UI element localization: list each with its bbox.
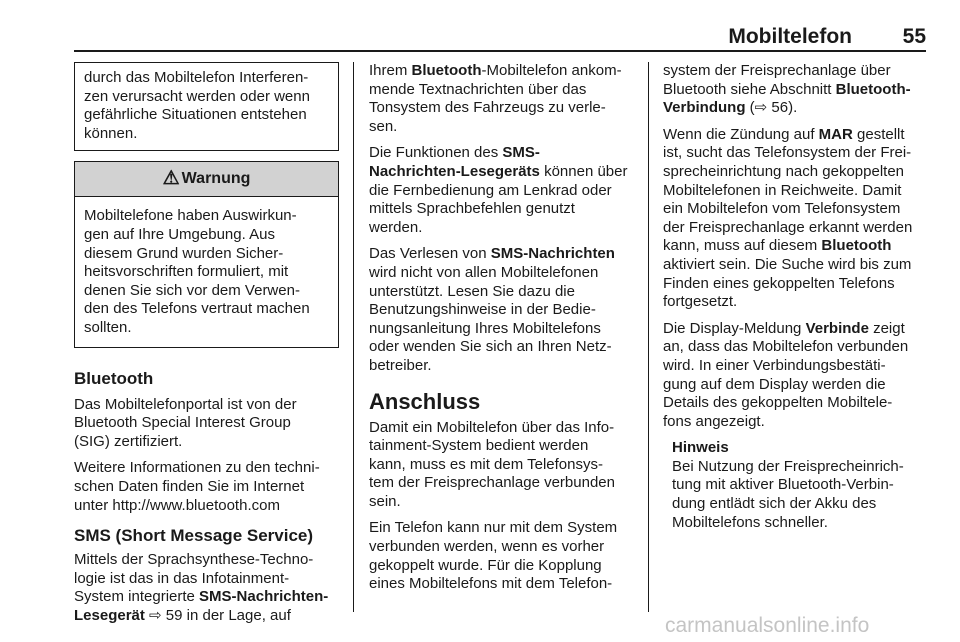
page-header-title: Mobiltelefon — [728, 25, 852, 48]
paragraph — [74, 551, 339, 625]
paragraph — [369, 62, 634, 136]
note-heading: Hinweis — [672, 439, 729, 457]
text-run: Ihrem — [369, 62, 412, 79]
column-divider-2 — [648, 62, 649, 612]
paragraph — [369, 144, 634, 237]
text-run: Das Verlesen von — [369, 245, 491, 263]
text-run: wird nicht von allen Mobiltelefonen unterstützt. Lesen Sie dazu die Benutzungshinweise in der Bedie- nungsanleitung Ihres Mobiltelefons oder wenden Sie sich an Ihren Netz- betreiber. — [369, 263, 612, 374]
text-run: -Mobiltelefon ankom- mende Textnachrichten über das Tonsystem des Fahrzeugs zu verle- sen. — [369, 62, 622, 135]
column-1 — [74, 62, 339, 633]
paragraph: Das Mobiltelefonportal ist von der Bluetooth Special Interest Group (SIG) zertifiziert. — [74, 395, 297, 450]
paragraph — [369, 245, 634, 375]
paragraph — [663, 320, 928, 432]
text-run: zeigt an, dass das Mobiltelefon verbunden wird. In einer Verbindungsbestäti- gung auf dem Display werden die Details des gekoppelten Mobiltele- fons angezeigt. — [663, 319, 909, 430]
bold-term: SMS- Nachrichten-Lesegeräts — [369, 144, 540, 180]
bold-term: SMS-Nachrichten — [490, 245, 615, 263]
paragraph — [663, 126, 928, 312]
paragraph: Damit ein Mobiltelefon über das Info- tainment-System bedient werden kann, muss es mit dem Telefonsys- tem der Freisprechanlage verbunden sein. — [369, 418, 615, 510]
warning-triangle-icon: ⚠ — [162, 168, 180, 190]
bold-term: SMS-Nachrichten- Lesegerät — [74, 588, 329, 624]
bold-term: Verbinde — [805, 319, 869, 337]
paragraph: Weitere Informationen zu den techni- schen Daten finden Sie im Internet unter http://www.bluetooth.com — [74, 459, 320, 514]
section-heading-bluetooth: Bluetooth — [74, 368, 154, 388]
paragraph — [663, 62, 928, 118]
paragraph: Ein Telefon kann nur mit dem System verbunden werden, wenn es vorher gekoppelt wurde. Für die Kopplung eines Mobiltelefons mit dem Telefon- — [369, 519, 618, 593]
text-run: aktiviert sein. Die Suche wird bis zum Finden eines gekoppelten Telefons fortgesetzt. — [663, 255, 912, 311]
text-run: gestellt ist, sucht das Telefonsystem der Frei- sprecheinrichtung nach gekoppelten Mobiltelefonen in Reichweite. Damit ein Mobiltelefon vom Telefonsystem der Freisprechanlage erkannt werden kann, muss auf diesem — [663, 125, 913, 255]
section-heading-sms: SMS (Short Message Service) — [74, 526, 314, 546]
bold-term: MAR — [818, 125, 853, 143]
watermark: carmanualsonline.info — [665, 614, 870, 637]
warning-box — [74, 161, 339, 347]
note-block — [663, 439, 928, 532]
page-number: 55 — [902, 25, 926, 48]
page-reference: ⇨ 59 — [144, 606, 183, 624]
note-text: Bei Nutzung der Freisprecheinrich- tung mit aktiver Bluetooth-Verbin- dung entlädt sich der Akku des Mobiltelefons schneller. — [672, 457, 904, 531]
text-run: Die Funktionen des — [369, 144, 503, 162]
text-run: Mittels der Sprachsynthese-Techno- logie ist das in das Infotainment- System integrierte — [74, 551, 314, 606]
warning-text: Mobiltelefone haben Auswirkun- gen auf Ihre Umgebung. Aus diesem Grund wurden Sicher- heitsvorschriften formuliert, mit denen Sie sich vor dem Verwen- den des Telefons vertraut machen sollten. — [84, 207, 310, 336]
bold-term: Bluetooth- Verbindung — [663, 80, 911, 117]
continued-box — [74, 62, 339, 151]
text-run: system der Freisprechanlage über Bluetooth siehe Abschnitt — [663, 62, 891, 98]
text-run: in der Lage, auf — [182, 606, 291, 624]
section-heading-anschluss: Anschluss — [369, 388, 481, 414]
warning-title: Warnung — [181, 170, 251, 188]
bold-term: Bluetooth — [411, 62, 482, 79]
text-run: Wenn die Zündung auf — [663, 125, 819, 143]
continued-box-text: durch das Mobiltelefon Interferen- zen verursacht werden oder wenn gefährliche Situationen entstehen können. — [84, 69, 310, 142]
text-run: können über die Fernbedienung am Lenkrad oder mittels Sprachbefehlen genutzt werden. — [369, 162, 628, 236]
column-2 — [369, 62, 634, 602]
text-run: Die Display-Meldung — [663, 319, 806, 337]
warning-body — [75, 197, 338, 346]
column-3 — [663, 62, 928, 532]
bold-term: Bluetooth — [821, 237, 892, 255]
warning-header — [75, 162, 338, 197]
header-rule — [74, 50, 926, 52]
column-divider-1 — [353, 62, 354, 612]
page-reference: (⇨ 56). — [745, 99, 798, 117]
